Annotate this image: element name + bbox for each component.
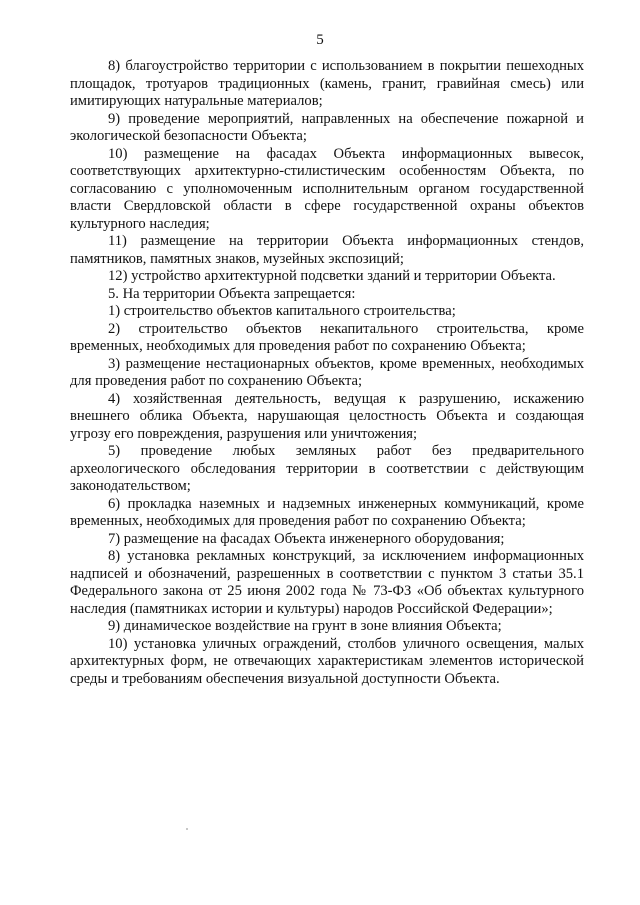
prohibited-item-3: 3) размещение нестационарных объектов, кроме временных, необходимых для проведения работ по сохранению Объекта; (70, 355, 584, 389)
paragraph-item-9-fire-safety: 9) проведение мероприятий, направленных на обеспечение пожарной и экологической безопасности Объекта; (70, 110, 584, 144)
prohibited-item-6: 6) прокладка наземных и надземных инженерных коммуникаций, кроме временных, необходимых для проведения работ по сохранению Объекта; (70, 495, 584, 529)
prohibited-item-4: 4) хозяйственная деятельность, ведущая к разрушению, искажению внешнего облика Объекта, нарушающая целостность Объекта и создающая угрозу его повреждения, разрушения или уничтожения; (70, 390, 584, 442)
paragraph-item-11-stands: 11) размещение на территории Объекта информационных стендов, памятников, памятных знаков, музейных экспозиций; (70, 233, 584, 267)
prohibited-item-5: 5) проведение любых земляных работ без предварительного археологического обследования территории в соответствии с действующим законодательством; (70, 443, 584, 494)
prohibited-item-1: 1) строительство объектов капитального строительства; (108, 303, 456, 319)
prohibited-item-9: 9) динамическое воздействие на грунт в зоне влияния Объекта; (108, 618, 502, 634)
paragraph-item-8-landscaping: 8) благоустройство территории с использованием в покрытии пешеходных площадок, тротуаров традиционных (камень, гранит, гравийная смесь) или имитирующих натуральные материалов; (70, 58, 584, 109)
prohibited-item-2: 2) строительство объектов некапитального строительства, кроме временных, необходимых для проведения работ по сохранению Объекта; (70, 320, 584, 354)
scan-speck (186, 828, 188, 830)
prohibited-item-10: 10) установка уличных ограждений, столбов уличного освещения, малых архитектурных форм, не отвечающих характеристикам элементов исторической среды и требованиям обеспечения визуальной доступности Объекта. (70, 635, 584, 687)
prohibited-item-7: 7) размещение на фасадах Объекта инженерного оборудования; (108, 530, 505, 547)
paragraph-item-10-signage: 10) размещение на фасадах Объекта информационных вывесок, соответствующих архитектурно-стилистическим особенностям Объекта, по согласованию с уполномоченным исполнительным органом государственной власти Свердловской области в сфере государственной охраны объектов культурного наследия; (70, 145, 584, 232)
document-body (70, 58, 584, 688)
prohibited-item-8: 8) установка рекламных конструкций, за исключением информационных надписей и обозначений, разрешенных в соответствии с пунктом 3 статьи 35.1 Федерального закона от 25 июня 2002 года № 73-ФЗ «Об объектах культурного наследия (памятниках истории и культуры) народов Российской Федерации»; (70, 548, 584, 617)
page-number: 5 (316, 32, 324, 48)
section-heading-prohibited: 5. На территории Объекта запрещается: (108, 285, 356, 302)
paragraph-item-12-lighting: 12) устройство архитектурной подсветки зданий и территории Объекта. (108, 268, 556, 284)
